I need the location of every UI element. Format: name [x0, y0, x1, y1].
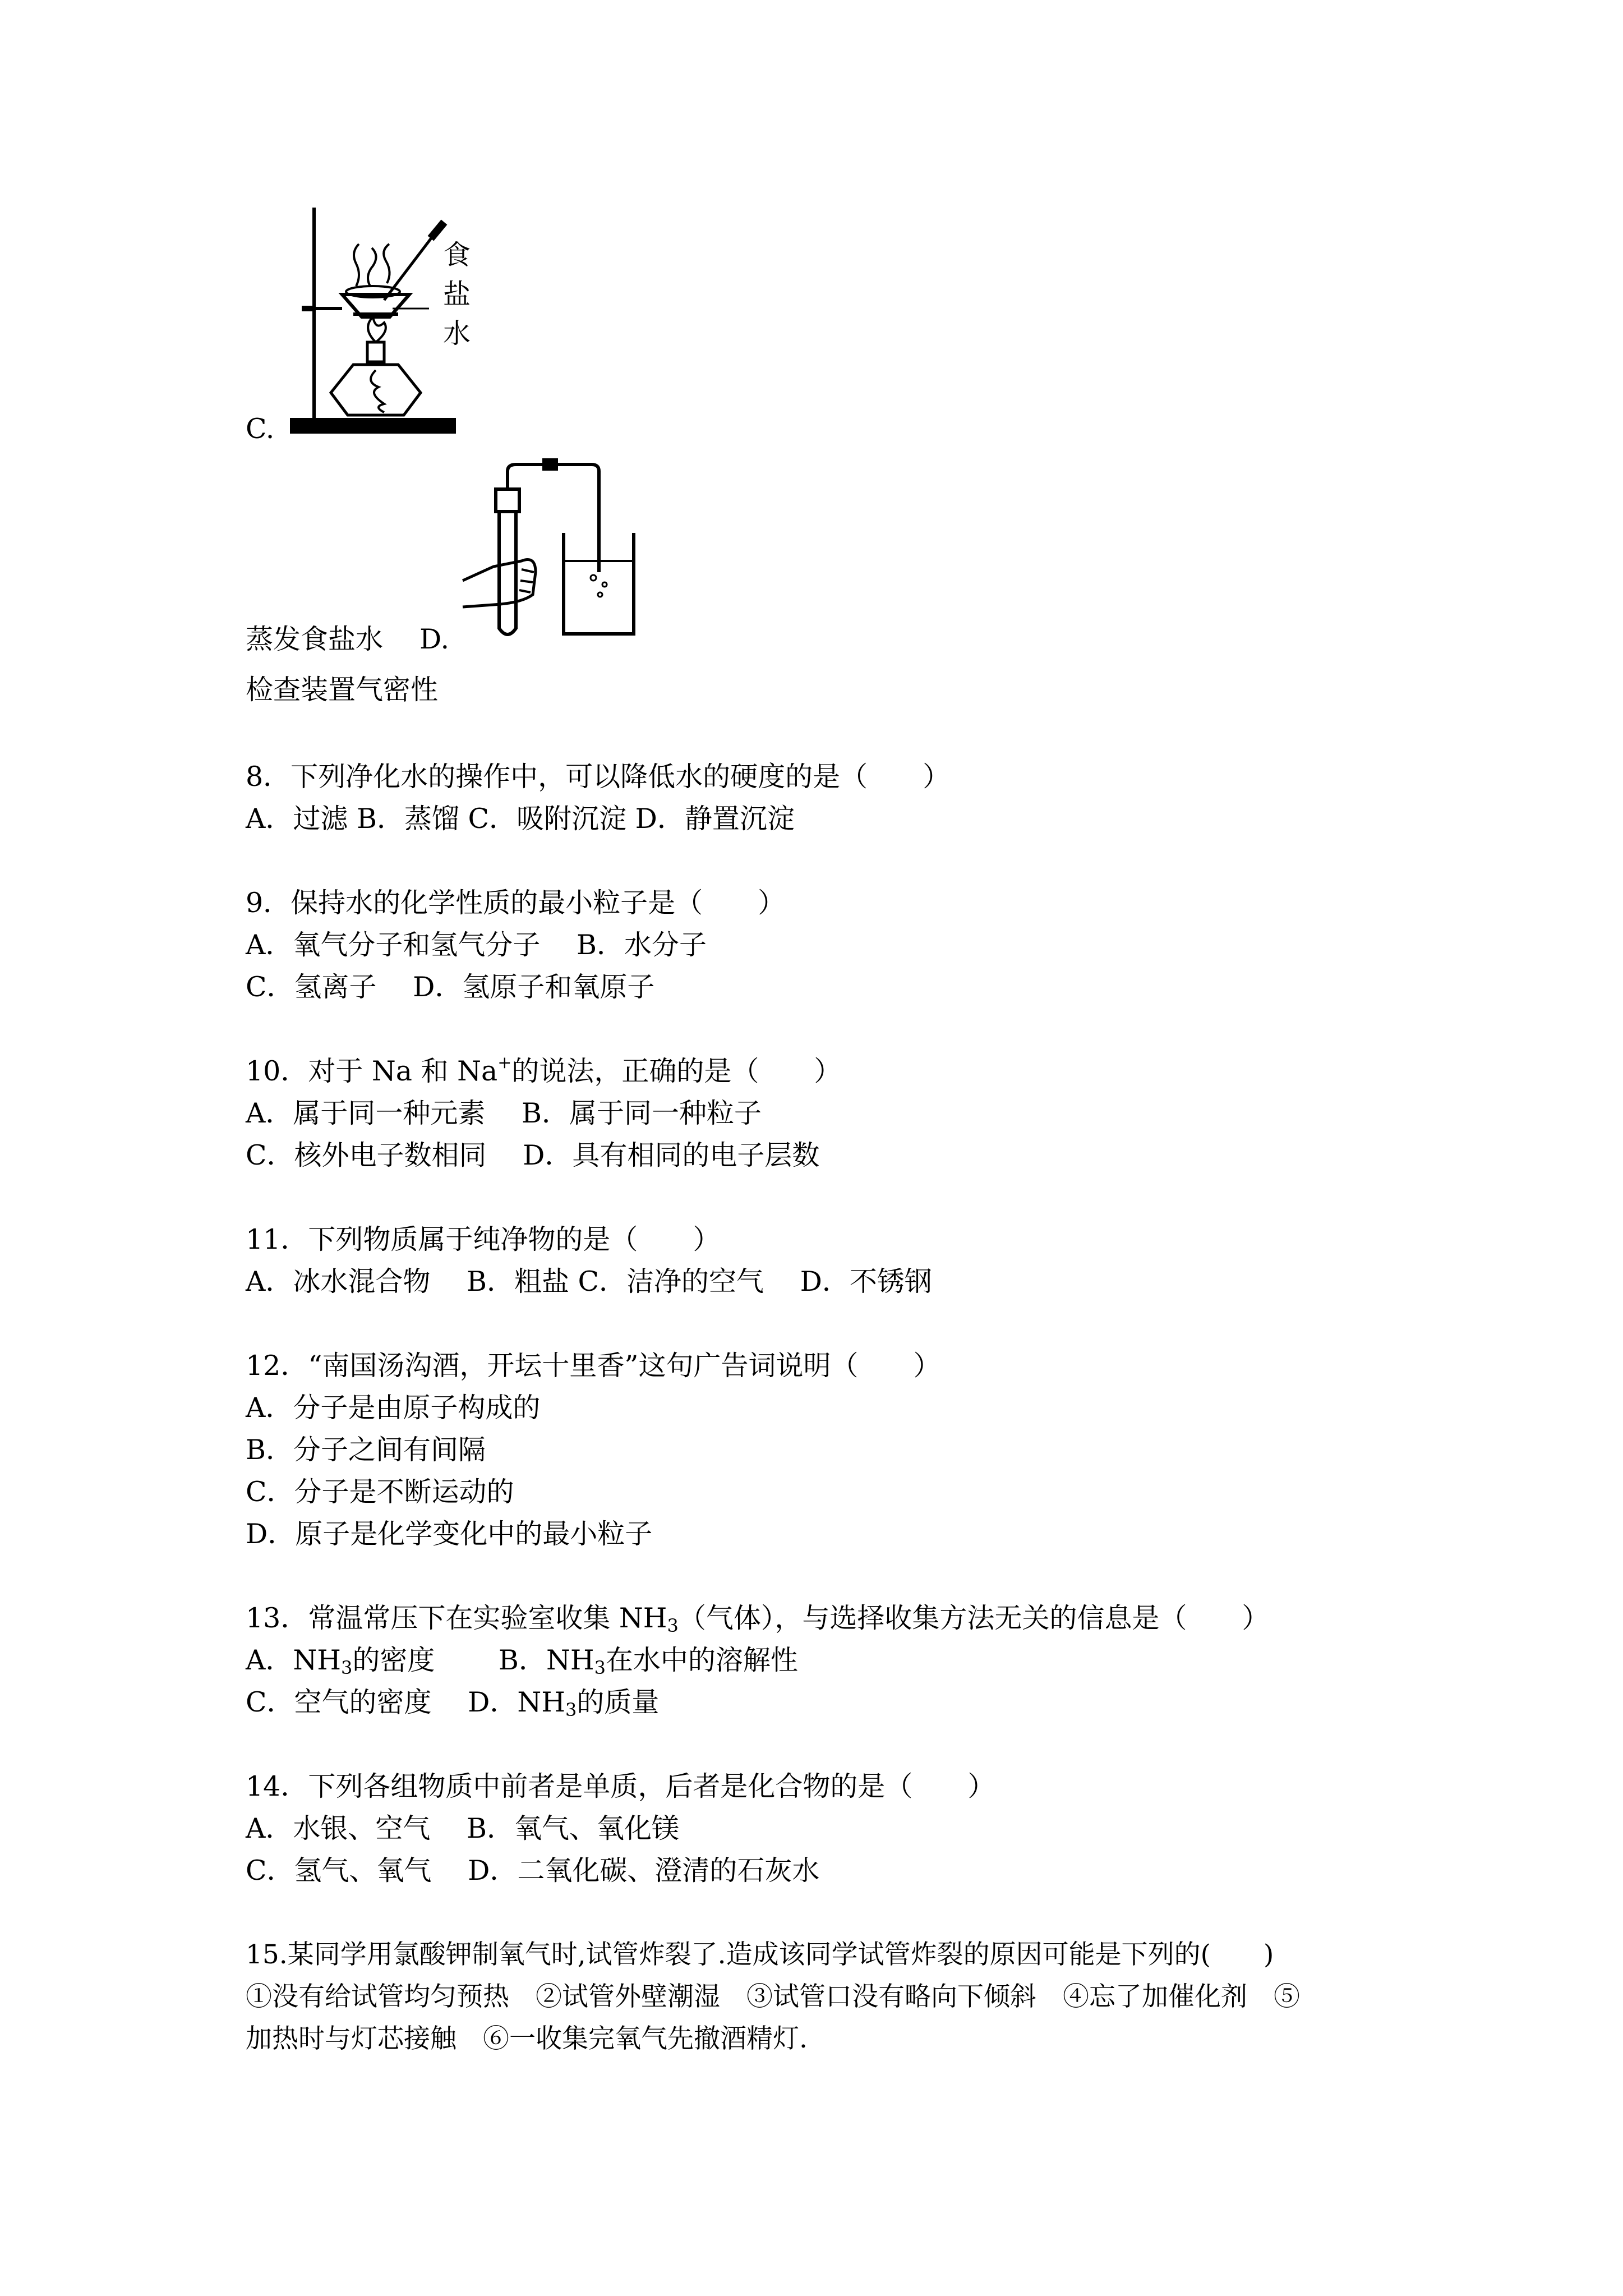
evaporation-apparatus-figure — [280, 202, 471, 438]
question-9-options: C．氢离子 D．氢原子和氧原子 — [246, 971, 655, 1003]
option-label-d: D. — [419, 623, 450, 655]
question-11-options: A．冰水混合物 B．粗盐 C．洁净的空气 D．不锈钢 — [246, 1266, 932, 1297]
question-12-option: D．原子是化学变化中的最小粒子 — [246, 1518, 653, 1550]
question-15-stem: 15.某同学用氯酸钾制氧气时,试管炸裂了.造成该同学试管炸裂的原因可能是下列的( ) — [246, 1939, 1274, 1970]
question-13-stem: 13．常温常压下在实验室收集 $NH_3$（气体），与选择收集方法无关的信息是（ ） — [246, 1602, 1270, 1636]
question-15-text: 加热时与灯芯接触 ⑥一收集完氧气先撤酒精灯. — [246, 2023, 808, 2054]
question-12-option: C．分子是不断运动的 — [246, 1476, 514, 1508]
figure-d-caption: 检查装置气密性 — [246, 674, 439, 706]
figure-label-char: 水 — [443, 318, 471, 349]
question-12-stem: 12．“南国汤沟酒，开坛十里香”这句广告词说明（ ） — [246, 1350, 941, 1382]
question-14-stem: 14．下列各组物质中前者是单质，后者是化合物的是（ ） — [246, 1770, 995, 1802]
question-12-option: A．分子是由原子构成的 — [246, 1392, 541, 1424]
question-12-option: B．分子之间有间隔 — [246, 1434, 486, 1466]
figure-label-char: 食 — [443, 239, 471, 271]
airtightness-check-figure — [460, 460, 651, 645]
figure-c-caption: 蒸发食盐水 — [246, 623, 384, 655]
question-14-options: C．氢气、氧气 D．二氧化碳、澄清的石灰水 — [246, 1855, 820, 1887]
question-9-stem: 9．保持水的化学性质的最小粒子是（ ） — [246, 887, 786, 919]
question-13-options: A．$NH_3$的密度 B．$NH_3$在水中的溶解性 — [246, 1644, 798, 1678]
question-10-options: C．核外电子数相同 D．具有相同的电子层数 — [246, 1139, 820, 1171]
question-8-stem: 8．下列净化水的操作中，可以降低水的硬度的是（ ） — [246, 761, 951, 793]
question-14-options: A．水银、空气 B．氧气、氧化镁 — [246, 1812, 679, 1844]
figure-label-char: 盐 — [443, 278, 471, 310]
option-label-c: C. — [246, 413, 275, 445]
question-11-stem: 11．下列物质属于纯净物的是（ ） — [246, 1223, 721, 1255]
question-8-options: A．过滤 B．蒸馏 C．吸附沉淀 D．静置沉淀 — [246, 803, 795, 835]
question-13-options: C．空气的密度 D．$NH_3$的质量 — [246, 1686, 660, 1720]
question-10-stem: 10．对于 Na 和 Na+的说法，正确的是（ ） — [246, 1053, 842, 1087]
question-10-options: A．属于同一种元素 B．属于同一种粒子 — [246, 1097, 762, 1129]
question-9-options: A．氧气分子和氢气分子 B．水分子 — [246, 929, 707, 961]
question-15-text: ①没有给试管均匀预热 ②试管外壁潮湿 ③试管口没有略向下倾斜 ④忘了加催化剂 ⑤ — [246, 1981, 1300, 2012]
